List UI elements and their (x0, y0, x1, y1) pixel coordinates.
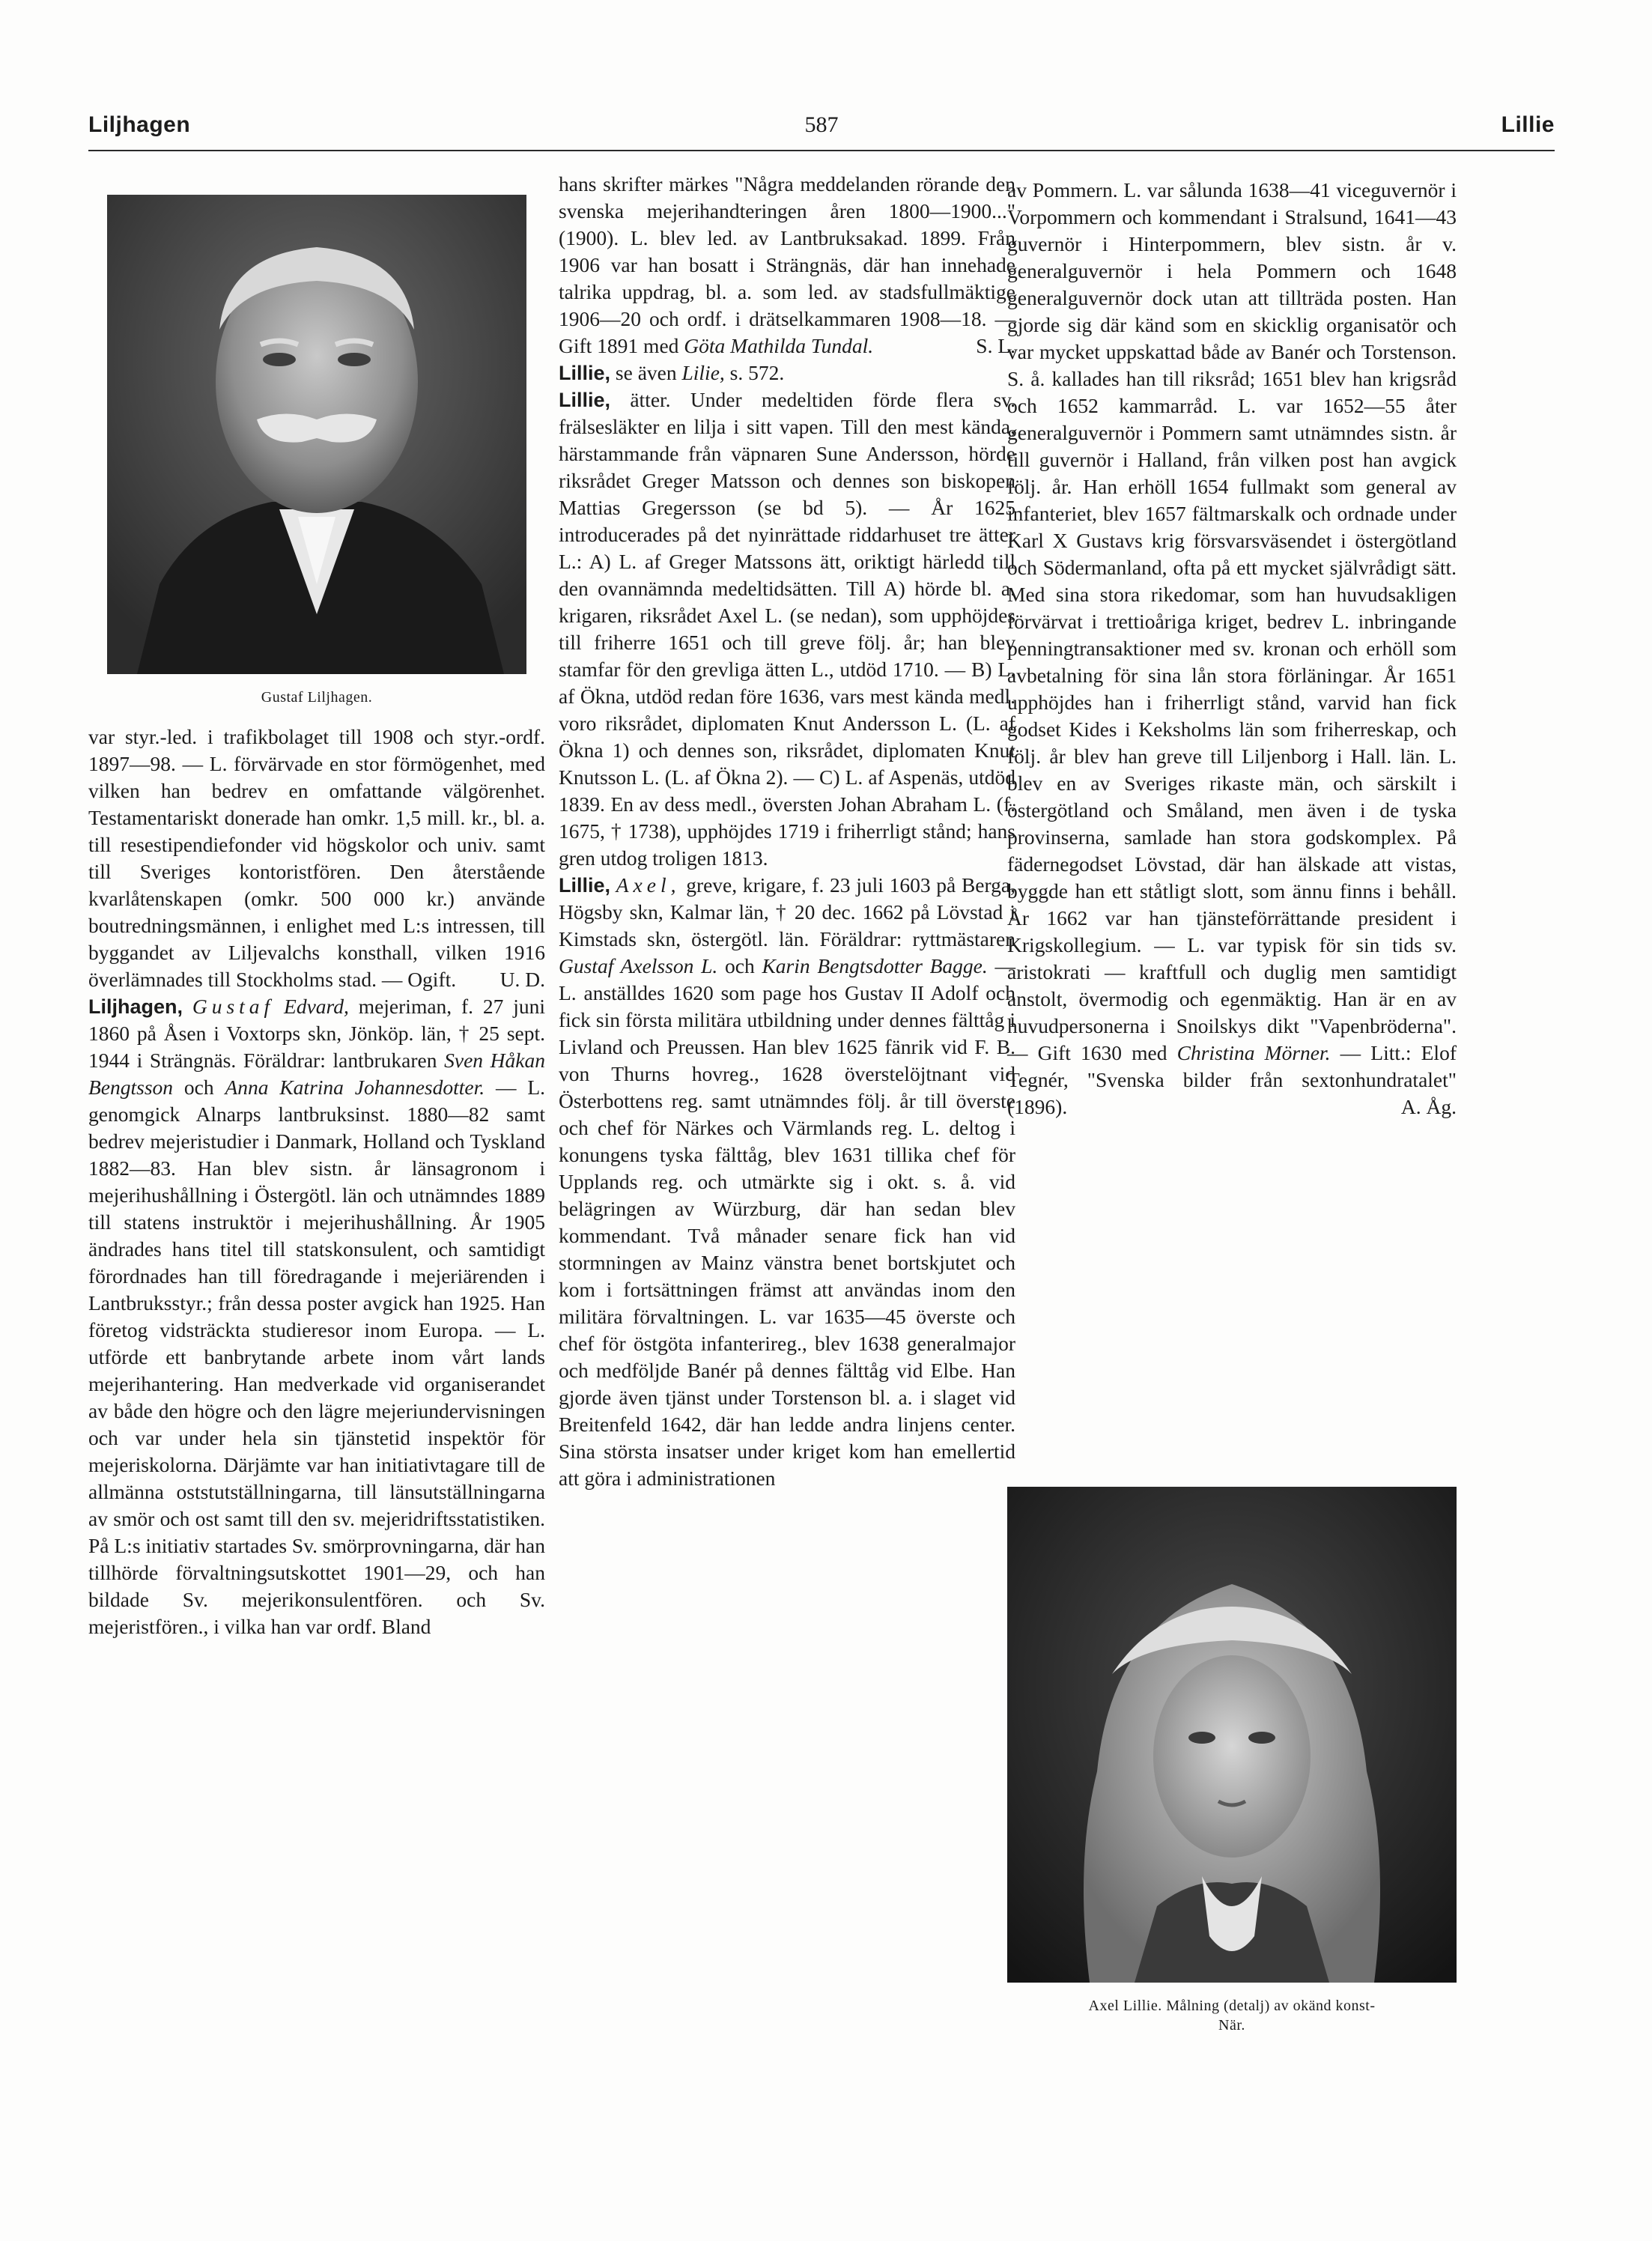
text-col3-1: av Pommern. L. var sålunda 1638—41 viceguvernör i Vorpommern och kommendant i Stralsund, 1641—43 guvernör i Hinterpommern, blev sistn. år v. generalguvernör i hela Pommern och 1648 generalguvernör dock utan att tillträda posten. Han gjorde sig där känd som en skicklig organisatör och var mycket uppskattad både av Banér och Torstenson. S. å. kallades han till riksråd; 1651 blev han krigsråd och 1652 kammarråd. L. var 1652—55 åter generalguvernör i Pommern samt utnämndes sistn. år till guvernör i Halland, från vilken post han avgick följ. år. Han erhöll 1654 fullmakt som general av infanteriet, blev 1657 fältmarskalk och ordnade under Karl X Gustavs krig försvarsväsendet i östergötland och Södermanland, ofta på ett mycket självrådigt sätt. Med sina stora rikedomar, som han huvudsakligen förvärvat i trettioåriga kriget, bedrev L. inbringande penningtransaktioner med sv. kronan och erhöll som avbetalning för sina lån stora förläningar. År 1651 upphöjdes han i friherrligt stånd, varvid han fick godset Kides i Keksholms län som friherreskap, och följ. år blev han greve till Liljenborg i Hall. län. L. blev en av Sveriges rikaste män, och särskilt i östergötland och Småland, men även i de tyska provinserna, samlade han stora godskomplex. På fädernegodset Lövstad, där han älskade att vistas, byggde han ett ståtligt slott, som ännu finns i behåll. År 1662 var han tjänsteförrättande president i Krigskollegium. — L. var typisk för sin tids sv. aristokrati — kraftfull och duglig men samtidigt anstolt, övermodig och egenmäktig. Han är en av huvudpersonerna i Snoilskys dikt "Vapenbröderna". — Gift 1630 med (1007, 178, 1457, 1064)
text-and-1: och (173, 1076, 225, 1099)
entry-head-liljhagen: Liljhagen, (88, 995, 183, 1018)
entry-head-lillie-2: Lillie, (559, 389, 611, 411)
entry-head-lillie-1: Lillie, (559, 362, 611, 384)
signature-ud: U. D. (499, 968, 545, 991)
figure-caption-lillie (1007, 1996, 1457, 2035)
parent-father-axel: Gustaf Axelsson L. (559, 954, 718, 977)
paragraph-col2-1 (559, 171, 1015, 360)
entry-head-lillie-3: Lillie, (559, 874, 611, 897)
text-e4: ätter. Under medeltiden förde flera sv. frälsesläkter en lilja i sitt vapen. Till den mest kända, härstammande från väpnaren Sune Andersson, hörde riksrådet Greger Matsson och dennes son biskopen Mattias Gregersson (se bd 5). — År 1625 introducerades på det nyinrättade riddarhuset tre ätter L.: A) L. af Greger Matssons ätt, oriktigt härledd till den ovannämnda medeltidsätten. Till A) hörde bl. a. krigaren, riksrådet Axel L. (se nedan), som upphöjdes till friherre 1651 och till greve följ. år; han blev stamfar för den grevliga ätten L., utdöd 1710. — B) L. af Ökna, utdöd redan före 1636, vars mest kända medl. voro riksrådet, diplomaten Knut Andersson L. (L. af Ökna 1) och dennes son, riksrådet, diplomaten Knut Knutsson L. (L. af Ökna 2). — C) L. af Aspenäs, utdöd 1839. En av dess medl., översten Johan Abraham L. (f. 1675, † 1738), upphöjdes 1719 i friherrligt stånd; hans gren utdog troligen 1813. (559, 388, 1015, 870)
cross-ref-lilie: Lilie, (681, 361, 725, 384)
running-head (88, 112, 1555, 151)
text-col3-2: — Litt.: Elof Tegnér, "Svenska bilder från sextonhundratalet" (1896). (1007, 1041, 1457, 1118)
entry-name-edvard: Edvard, (284, 995, 349, 1018)
caption-line-1: Axel Lillie. Målning (detalj) av okänd konst- (1088, 1998, 1376, 2014)
text-e2-1: mejeriman, f. 27 juni 1860 på Åsen i Voxtorps skn, Jönköp. län, † 25 sept. 1944 i Strängnäs. Föräldrar: lantbrukaren (88, 995, 545, 1072)
portrait-lillie-drawing (1007, 1487, 1457, 1983)
parent-mother-axel: Karin Bengtsdotter Bagge. (762, 954, 988, 977)
column-2 (559, 171, 1015, 1492)
signature-sl: S. L. (976, 334, 1015, 357)
portrait-lillie (1007, 1487, 1457, 1983)
column-3 (1007, 177, 1457, 1120)
text-e3-1: se även (610, 361, 682, 384)
entry-name-axel: Axel, (616, 873, 681, 897)
figure-caption-liljhagen: Gustaf Liljhagen. (261, 689, 373, 706)
entry-name-gustaf: Gustaf (192, 995, 275, 1018)
paragraph-col3-1 (1007, 177, 1457, 1120)
running-head-left: Liljhagen (88, 112, 191, 137)
figure-liljhagen (107, 195, 526, 707)
signature-aag: A. Åg. (1400, 1095, 1457, 1118)
entry-lillie-axel (559, 872, 1015, 1492)
portrait-liljhagen (107, 195, 526, 674)
text-e5-1: greve, krigare, f. 23 juli 1603 på Berga, Högsby skn, Kalmar län, † 20 dec. 1662 på Lövstad i Kimstads skn, östergötl. län. Föräldrar: ryttmästaren (559, 873, 1016, 950)
entry-liljhagen-gustaf (88, 993, 545, 1640)
caption-line-2: När. (1218, 2017, 1245, 2034)
text-col1-1: var styr.-led. i trafikbolaget till 1908 och styr.-ordf. 1897—98. — L. förvärvade en stor förmögenhet, med vilken han bedrev en omfattande välgörenhet. Testamentariskt donerade han omkr. 1,5 mill. kr., bl. a. till resestipendiefonder vid högskolor och univ. samt till Sveriges kontoristfören. Den återstående kvarlåtenskapen (omkr. 500 000 kr.) använde boutredningsmännen, i enlighet med L:s intressen, till byggandet av Liljevalchs konsthall, vilken 1916 överlämnades till Stockholms stad. — Ogift. (88, 725, 545, 991)
figure-lillie (1007, 1487, 1457, 2052)
running-head-right: Lillie (1501, 112, 1555, 137)
text-e2-2: — L. genomgick Alnarps lantbruksinst. 1880—82 samt bedrev mejeristudier i Danmark, Holland och Tyskland 1882—83. Han blev sistn. år länsagronom i mejerihushållning i Östergötl. län och utnämndes 1889 till statens instruktör i mejerihushållning. År 1905 ändrades hans titel till statskonsulent, och samtidigt förordnades han till föredragande i mejeriärenden i Lantbruksstyr.; från dessa poster avgick han 1925. Han företog vidsträckta studieresor inom Europa. — L. utförde ett banbrytande arbete inom vårt lands mejerihantering. Han medverkade vid organiserandet av både den högre och den lägre mejeriundervisningen och var under hela sin tjänstetid inspektör för mejeriskolorna. Därjämte var han initiativtagare till de allmänna oststutställningarna, till länsutställningarna av smör och ost samt till den sv. mejeridriftsstatistiken. På L:s initiativ startades Sv. smörprovningarna, där han tillhörde förvaltningsutskottet 1901—29, och han bildade Sv. mejerikonsulentfören. och Sv. mejeristfören., i vilka han var ordf. Bland (88, 1076, 545, 1638)
entry-lillie-atter (559, 386, 1015, 872)
page-number: 587 (804, 112, 839, 137)
column-1 (88, 172, 545, 1640)
wife-name-tundal: Göta Mathilda Tundal. (684, 334, 874, 357)
portrait-liljhagen-drawing (107, 195, 526, 674)
entry-lillie-see (559, 360, 1015, 386)
wife-name-morner: Christina Mörner. (1176, 1041, 1331, 1064)
header-rule (88, 150, 1555, 151)
text-e3-2: s. 572. (724, 361, 785, 384)
paragraph-col1-1 (88, 724, 545, 993)
parent-father: Sven Håkan Bengtsson (88, 1049, 545, 1099)
parent-mother: Anna Katrina Johannesdotter. (225, 1076, 485, 1099)
text-col2-1: hans skrifter märkes "Några meddelanden rörande den svenska mejerihandteringen åren 1800—1900..." (1900). L. blev led. av Lantbruksakad. 1899. Från 1906 var han bosatt i Strängnäs, där han innehade talrika uppdrag, bl. a. som led. av stadsfullmäktige 1906—20 och ordf. i drätselkammaren 1908—18. — Gift 1891 med (559, 172, 1015, 357)
text-e5-2: — L. anställdes 1620 som page hos Gustav II Adolf och fick sin första militära utbildning under dennes fälttåg i Livland och Preussen. Han blev 1625 fänrik vid F. B. von Thurns hovreg., 1628 överstelöjtnant vid Österbottens reg. samt utnämndes följ. år till överste och chef för Närkes och Värmlands reg. L. deltog i konungens tyska fälttåg, blev 1631 tillika chef för Upplands reg. och utmärkte sig i okt. s. å. vid belägringen av Würzburg, där han sedan blev kommendant. Två månader senare fick han vid stormningen av Mainz vänstra benet bortskjutet och kom i fortsättningen främst att användas inom den militära förvaltningen. L. var 1635—45 överste och chef för östgöta infanterireg., blev 1638 generalmajor och medföljde Banér på dennes fälttåg vid Elbe. Han gjorde även tjänst under Torstenson bl. a. i slaget vid Breitenfeld 1642, där han ledde andra linjens center. Sina största insatser under kriget kom han emellertid att göra i administrationen (559, 954, 1015, 1490)
text-and-2: och (717, 954, 762, 977)
